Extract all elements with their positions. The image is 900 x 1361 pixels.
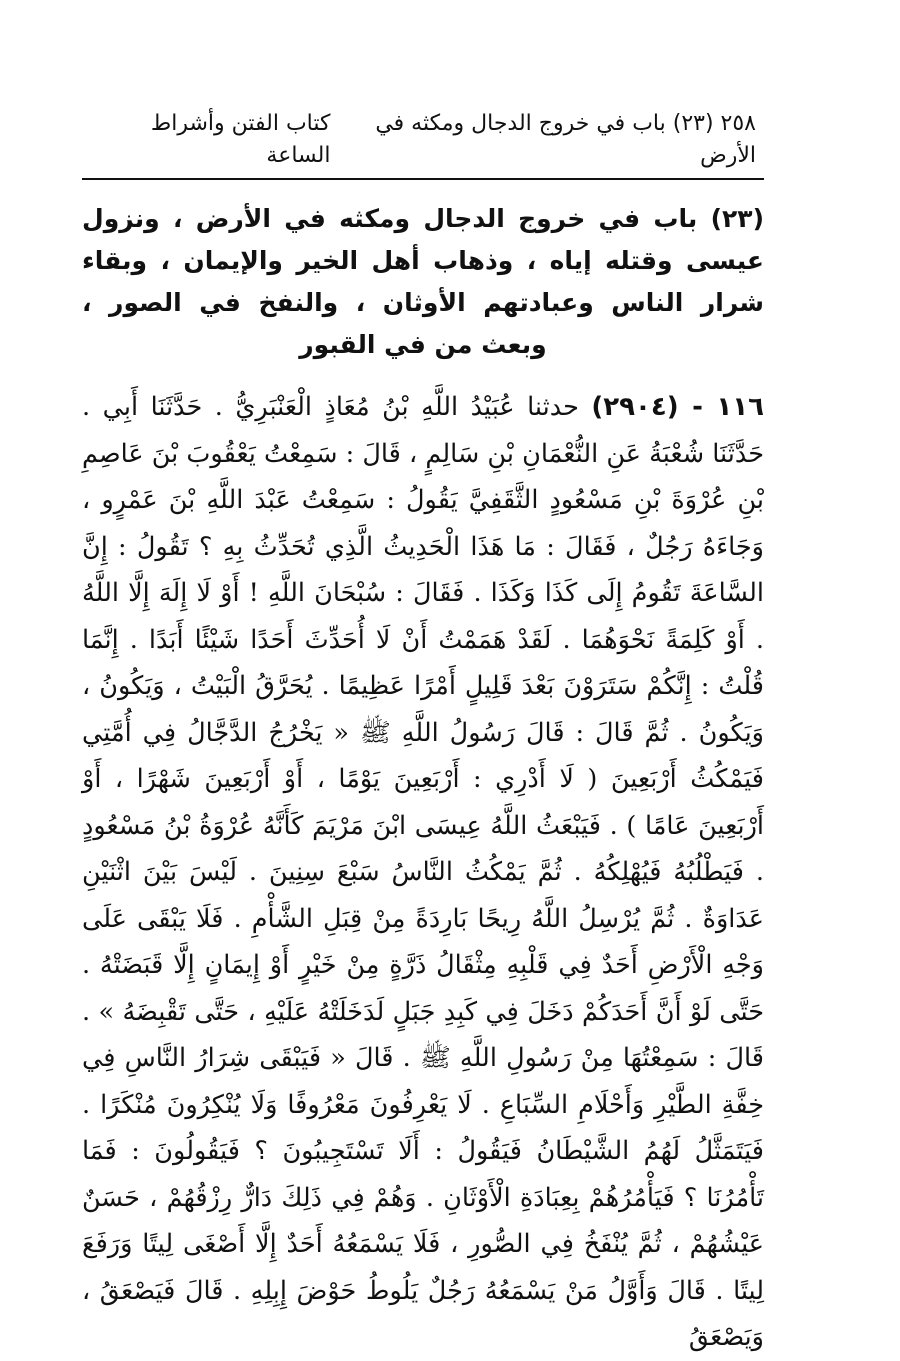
hadith-text xyxy=(82,384,764,1361)
page-number: ٢٥٨ xyxy=(720,111,756,136)
header-book-title: كتاب الفتن وأشراط الساعة xyxy=(150,111,331,168)
header-chapter-title: (٢٣) باب في خروج الدجال ومكثه في الأرض xyxy=(375,111,756,168)
hadith-body: حدثنا عُبَيْدُ اللَّهِ بْنُ مُعَاذٍ الْعَنْبَرِيُّ . حَدَّثَنَا أَبِي . حَدَّثَنَا شُعْبَةُ عَنِ النُّعْمَانِ بْنِ سَالِمٍ ، قَالَ : سَمِعْتُ يَعْقُوبَ بْنَ عَاصِمِ بْنِ عُرْوَةَ بْنِ مَسْعُودٍ الثَّقَفِيَّ يَقُولُ : سَمِعْتُ عَبْدَ اللَّهِ بْنَ عَمْرٍو ، وَجَاءَهُ رَجُلٌ ، فَقَالَ : مَا هَذَا الْحَدِيثُ الَّذِي تُحَدِّثُ بِهِ ؟ تَقُولُ : إِنَّ السَّاعَةَ تَقُومُ إِلَى كَذَا وَكَذَا . فَقَالَ : سُبْحَانَ اللَّهِ ! أَوْ لَا إِلَهَ إِلَّا اللَّهُ . أَوْ كَلِمَةً نَحْوَهُمَا . لَقَدْ هَمَمْتُ أَنْ لَا أُحَدِّثَ أَحَدًا شَيْئًا أَبَدًا . إِنَّمَا قُلْتُ : إِنَّكُمْ سَتَرَوْنَ بَعْدَ قَلِيلٍ أَمْرًا عَظِيمًا . يُحَرَّقُ الْبَيْتُ ، وَيَكُونُ ، وَيَكُونُ . ثُمَّ قَالَ : قَالَ رَسُولُ اللَّهِ ﷺ « يَخْرُجُ الدَّجَّالُ فِي أُمَّتِي فَيَمْكُثُ أَرْبَعِينَ ( لَا أَدْرِي : أَرْبَعِينَ يَوْمًا ، أَوْ أَرْبَعِينَ شَهْرًا ، أَوْ أَرْبَعِينَ عَامًا ) . فَيَبْعَثُ اللَّهُ عِيسَى ابْنَ مَرْيَمَ كَأَنَّهُ عُرْوَةُ بْنُ مَسْعُودٍ . فَيَطْلُبُهُ فَيُهْلِكُهُ . ثُمَّ يَمْكُثُ النَّاسُ سَبْعَ سِنِينَ . لَيْسَ بَيْنَ اثْنَيْنِ عَدَاوَةٌ . ثُمَّ يُرْسِلُ اللَّهُ رِيحًا بَارِدَةً مِنْ قِبَلِ الشَّأْمِ . فَلَا يَبْقَى عَلَى وَجْهِ الْأَرْضِ أَحَدٌ فِي قَلْبِهِ مِثْقَالُ ذَرَّةٍ مِنْ خَيْرٍ أَوْ إِيمَانٍ إِلَّا قَبَضَتْهُ . حَتَّى لَوْ أَنَّ أَحَدَكُمْ دَخَلَ فِي كَبِدِ جَبَلٍ لَدَخَلَتْهُ عَلَيْهِ ، حَتَّى تَقْبِضَهُ » . قَالَ : سَمِعْتُهَا مِنْ رَسُولِ اللَّهِ ﷺ . قَالَ « فَيَبْقَى شِرَارُ النَّاسِ فِي خِفَّةِ الطَّيْرِ وَأَحْلَامِ السِّبَاعِ . لَا يَعْرِفُونَ مَعْرُوفًا وَلَا يُنْكِرُونَ مُنْكَرًا . فَيَتَمَثَّلُ لَهُمُ الشَّيْطَانُ فَيَقُولُ : أَلَا تَسْتَجِيبُونَ ؟ فَيَقُولُونَ : فَمَا تَأْمُرُنَا ؟ فَيَأْمُرُهُمْ بِعِبَادَةِ الْأَوْثَانِ . وَهُمْ فِي ذَلِكَ دَارٌّ رِزْقُهُمْ ، حَسَنٌ عَيْشُهُمْ ، ثُمَّ يُنْفَخُ فِي الصُّورِ ، فَلَا يَسْمَعُهُ أَحَدٌ إِلَّا أَصْغَى لِيتًا وَرَفَعَ لِيتًا . قَالَ وَأَوَّلُ مَنْ يَسْمَعُهُ رَجُلٌ يَلُوطُ حَوْضَ إِبِلِهِ . قَالَ فَيَصْعَقُ ، وَيَصْعَقُ xyxy=(82,392,764,1352)
chapter-heading: (٢٣) باب في خروج الدجال ومكثه في الأرض ، ونزول عيسى وقتله إياه ، وذهاب أهل الخير والإيمان ، وبقاء شرار الناس وعبادتهم الأوثان ، والنفخ في الصور ، وبعث من في القبور xyxy=(82,204,764,359)
hadith-number: ١١٦ - (٢٩٠٤) xyxy=(591,392,764,422)
running-header xyxy=(82,108,764,180)
header-right xyxy=(330,108,756,172)
header-left xyxy=(90,108,330,172)
